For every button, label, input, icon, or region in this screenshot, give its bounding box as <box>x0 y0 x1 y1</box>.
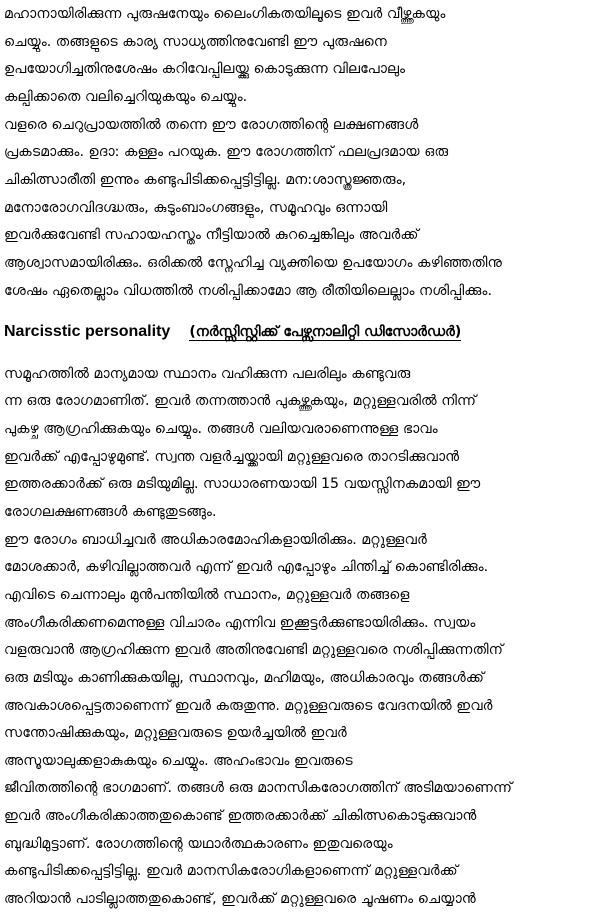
text-line: ആശ്വാസമായിരിക്കും. ഒരിക്കൽ സ്നേഹിച്ച വ്യക്തിയെ ഉപയോഗം കഴിഞ്ഞതിനു <box>4 254 503 271</box>
text-line: മോശക്കാർ, കഴിവില്ലാത്തവർ എന്ന് ഇവർ എപ്പോഴും ചിന്തിച്ച് കൊണ്ടിരിക്കും. <box>4 559 489 576</box>
text-line: ശേഷം ഏതെല്ലാം വിധത്തിൽ നശിപ്പിക്കാമോ ആ രീതിയിലെല്ലാം നശിപ്പിക്കും. <box>4 282 492 299</box>
text-line: ഇവർക്കുവേണ്ടി സഹായഹസ്തം നീട്ടിയാൽ കുറച്ചെങ്കിലും അവർക്ക് <box>4 227 419 244</box>
section-heading-english: Narcisstic personality <box>4 323 171 341</box>
text-line: അവകാശപ്പെട്ടതാണെന്ന് ഇവർ കരുതുന്നു. മറ്റുള്ളവരുടെ വേദനയിൽ ഇവർ <box>4 697 493 714</box>
text-line: എവിടെ ചെന്നാലും മുൻപന്തിയിൽ സ്ഥാനം, മറ്റുള്ളവർ തങ്ങളെ <box>4 586 410 603</box>
text-line: അറിയാൻ പാടില്ലാത്തതുകൊണ്ട്, ഇവർക്ക് മറ്റുള്ളവരെ ചൂഷണം ചെയ്യാൻ <box>4 891 476 907</box>
text-line: വളരെ ചെറുപ്രായത്തിൽ തന്നെ ഈ രോഗത്തിന്റെ ലക്ഷണങ്ങൾ <box>4 116 419 133</box>
text-line: സമൂഹത്തിൽ മാന്യമായ സ്ഥാനം വഹിക്കുന്ന പലരിലും കണ്ടുവരു <box>4 365 411 382</box>
text-line: ചെയ്യും. തങ്ങളുടെ കാര്യ സാധ്യത്തിനുവേണ്ടി ഈ പുരുഷനെ <box>4 33 387 50</box>
text-line: പുകഴ്ച ആഗ്രഹിക്കുകയും ചെയ്യും. തങ്ങൾ വലിയവരാണെന്നുള്ള ഭാവം <box>4 421 438 437</box>
text-line: കല്പിക്കാതെ വലിച്ചെറിയുകയും ചെയ്യും. <box>4 88 248 105</box>
text-line: പ്രകടമാക്കും. ഉദാ: കള്ളം പറയുക. ഈ രോഗത്തിന് ഫലപ്രദമായ ഒരു <box>4 144 449 161</box>
text-line: ബുദ്ധിമുട്ടാണ്. രോഗത്തിന്റെ യഥാർത്ഥകാരണം ഇതുവരെയും <box>4 835 393 852</box>
text-line: അംഗീകരിക്കണമെന്നുള്ള വിചാരം എന്നിവ ഇക്കൂട്ടർക്കുണ്ടായിരിക്കും. സ്വയം <box>4 614 476 631</box>
text-line: രോഗലക്ഷണങ്ങൾ കണ്ടുതുടങ്ങും. <box>4 504 217 520</box>
text-line: ഇവർ അംഗീകരിക്കാത്തതുകൊണ്ട് ഇത്തരക്കാർക്ക് ചികിത്സകൊടുക്കുവാൻ <box>4 808 477 825</box>
text-line: മഹാനായിരിക്കുന്ന പുരുഷനേയും ലൈംഗികതയിലൂടെ ഇവർ വീഴ്ത്തുകയും <box>4 6 446 22</box>
text-line: ഈ രോഗം ബാധിച്ചവർ അധികാരമോഹികളായിരിക്കും. മറ്റുള്ളവർ <box>4 531 427 548</box>
text-line: ചികിത്സാരീതി ഇന്നും കണ്ടുപിടിക്കപ്പെട്ടിട്ടില്ല. മന:ശാസ്ത്രജ്ഞരും, <box>4 171 407 188</box>
text-line: മനോരോഗവിദഗ്ദ്ധരും, കുടുംബാംഗങ്ങളും, സമൂഹവും ഒന്നായി <box>4 199 388 216</box>
text-line: ജീവിതത്തിന്റെ ഭാഗമാണ്. തങ്ങൾ ഒരു മാനസികരോഗത്തിന് അടിമയാണെന്ന് <box>4 780 513 797</box>
text-line: ഇത്തരക്കാർക്ക് ഒരു മടിയുമില്ല. സാധാരണയായി 15 വയസ്സിനകമായി ഈ <box>4 476 481 493</box>
section-heading-malayalam: (നർസ്സിസ്റ്റിക്ക് പേഴ്സനാലിറ്റി ഡിസോർഡർ) <box>189 324 462 341</box>
section-heading <box>4 322 604 342</box>
text-line: ന്ന ഒരു രോഗമാണിത്. ഇവർ തന്നത്താൻ പുകഴ്ത്തുകയും, മറ്റുള്ളവരിൽ നിന്ന് <box>4 393 477 410</box>
text-line: കണ്ടുപിടിക്കപ്പെട്ടിട്ടില്ല. ഇവർ മാനസികരോഗികളാണെന്ന് മറ്റുള്ളവർക്ക് <box>4 863 458 880</box>
text-line: ഉപയോഗിച്ചതിനുശേഷം കറിവേപ്പിലയ്ക്കു കൊടുക്കുന്ന വിലപോലും <box>4 61 406 78</box>
text-line: ഇവർക്ക് എപ്പോഴുമുണ്ട്. സ്വന്ത വളർച്ചയ്ക്കായി മറ്റുള്ളവരെ താറടിക്കുവാൻ <box>4 448 460 465</box>
text-line: വളരുവാൻ ആഗ്രഹിക്കുന്ന ഇവർ അതിനുവേണ്ടി മറ്റുള്ളവരെ നശിപ്പിക്കുന്നതിന് <box>4 642 504 659</box>
text-line: ഒരു മടിയും കാണിക്കുകയില്ല, സ്ഥാനവും, മഹിമയും, അധികാരവും തങ്ങൾക്ക് <box>4 669 485 686</box>
text-line: അസൂയാലുക്കളാകുകയും ചെയ്യും. അഹംഭാവം ഇവരുടെ <box>4 752 353 769</box>
text-line: സന്തോഷിക്കുകയും, മറ്റുള്ളവരുടെ ഉയർച്ചയിൽ ഇവർ <box>4 725 347 742</box>
